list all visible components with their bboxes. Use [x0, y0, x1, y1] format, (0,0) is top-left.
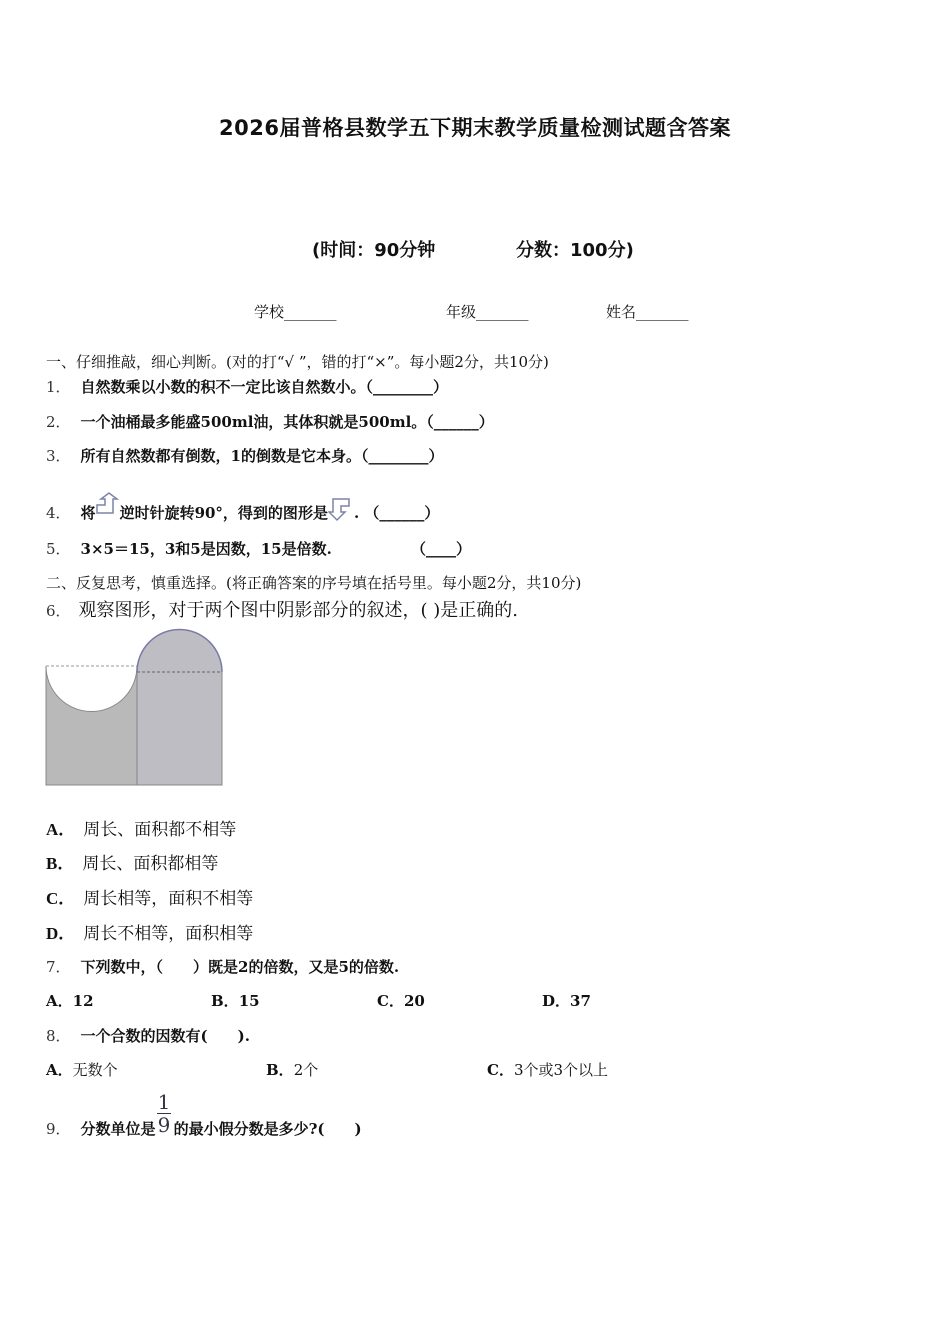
option-letter: B． [46, 854, 75, 873]
option-text: 无数个 [72, 1061, 118, 1079]
question-text: 自然数乘以小数的积不一定比该自然数小。（________） [80, 378, 449, 396]
question-number: 8． [46, 1027, 71, 1045]
question-9 [46, 1118, 362, 1139]
fraction-numerator: 1 [157, 1090, 171, 1114]
q6-option-c[interactable] [46, 884, 253, 909]
section1-heading: 一、仔细推敲，细心判断。(对的打“√ ”，错的打“×”。每小题2分，共10分) [46, 353, 549, 371]
q6-option-a[interactable] [46, 815, 236, 840]
question-text-pre: 分数单位是 [80, 1120, 156, 1138]
school-field[interactable]: 学校_______ [254, 303, 337, 321]
q8-option-c[interactable] [487, 1059, 608, 1080]
option-text: 周长、面积都相等 [82, 854, 219, 874]
fraction-one-ninth [157, 1092, 171, 1135]
q7-option-b[interactable] [211, 990, 260, 1011]
option-letter: A． [46, 992, 73, 1010]
q8-option-b[interactable] [266, 1059, 318, 1080]
question-number: 1． [46, 378, 71, 396]
exam-score: 分数：100分) [516, 240, 634, 261]
question-text: 下列数中，（ ）既是2的倍数，又是5的倍数. [80, 958, 400, 976]
question-2 [46, 411, 494, 432]
option-letter: D． [542, 992, 571, 1010]
question-text: 一个合数的因数有( ). [80, 1027, 250, 1045]
option-text: 周长相等，面积不相等 [83, 889, 254, 909]
option-text: 12 [72, 992, 94, 1010]
question-text: 一个油桶最多能盛500ml油，其体积就是500ml。（______） [80, 413, 494, 431]
option-letter: C． [377, 992, 404, 1010]
question-3 [46, 445, 444, 466]
question-1 [46, 376, 448, 397]
option-letter: D． [46, 924, 76, 943]
rotated-shape-icon [328, 498, 354, 522]
arrow-shape-icon [96, 492, 120, 514]
question-7 [46, 956, 399, 977]
question-5-blank: （____） [411, 540, 472, 558]
question-4 [46, 492, 439, 523]
question-text: 所有自然数都有倒数，1的倒数是它本身。（________） [80, 447, 444, 465]
option-text: 3个或3个以上 [513, 1061, 609, 1079]
question-text-mid: 逆时针旋转90°，得到的图形是 [119, 504, 328, 522]
option-text: 37 [570, 992, 591, 1010]
q7-option-a[interactable] [46, 990, 94, 1011]
exam-time: (时间：90分钟 [312, 240, 436, 261]
option-text: 2个 [293, 1061, 319, 1079]
question-number: 3． [46, 447, 71, 465]
question-text-pre: 将 [80, 504, 96, 522]
question-number: 6． [46, 602, 71, 620]
q7-option-d[interactable] [542, 990, 591, 1011]
option-letter: B． [266, 1061, 294, 1079]
option-letter: A． [46, 1061, 73, 1079]
question-text: 观察图形，对于两个图中阴影部分的叙述，( )是正确的. [78, 600, 519, 621]
fraction-denominator: 9 [157, 1113, 171, 1137]
option-letter: C． [46, 889, 76, 908]
option-text: 周长、面积都不相等 [83, 820, 237, 840]
option-text: 20 [403, 992, 425, 1010]
page-title: 2026届普格县数学五下期末教学质量检测试题含答案 [219, 116, 731, 140]
q6-option-b[interactable] [46, 849, 218, 874]
q6-option-d[interactable] [46, 919, 253, 944]
option-text: 周长不相等，面积相等 [83, 924, 254, 944]
option-letter: B． [211, 992, 239, 1010]
shaded-figure [44, 628, 226, 788]
question-number: 4． [46, 504, 71, 522]
option-letter: A． [46, 820, 76, 839]
question-number: 2． [46, 413, 71, 431]
q8-option-a[interactable] [46, 1059, 118, 1080]
q7-option-c[interactable] [377, 990, 425, 1011]
question-8 [46, 1025, 250, 1046]
option-letter: C． [487, 1061, 514, 1079]
grade-field[interactable]: 年级_______ [446, 303, 529, 321]
question-number: 7． [46, 958, 71, 976]
question-text: 3×5＝15，3和5是因数，15是倍数. [80, 540, 332, 558]
question-text-post: . （______） [353, 504, 440, 522]
section2-heading: 二、反复思考，慎重选择。(将正确答案的序号填在括号里。每小题2分，共10分) [46, 574, 582, 592]
question-5 [46, 538, 332, 559]
question-number: 5． [46, 540, 71, 558]
name-field[interactable]: 姓名_______ [606, 303, 689, 321]
question-text-post: 的最小假分数是多少?( ) [173, 1120, 362, 1138]
option-text: 15 [238, 992, 260, 1010]
question-6 [46, 596, 518, 622]
question-number: 9． [46, 1120, 71, 1138]
